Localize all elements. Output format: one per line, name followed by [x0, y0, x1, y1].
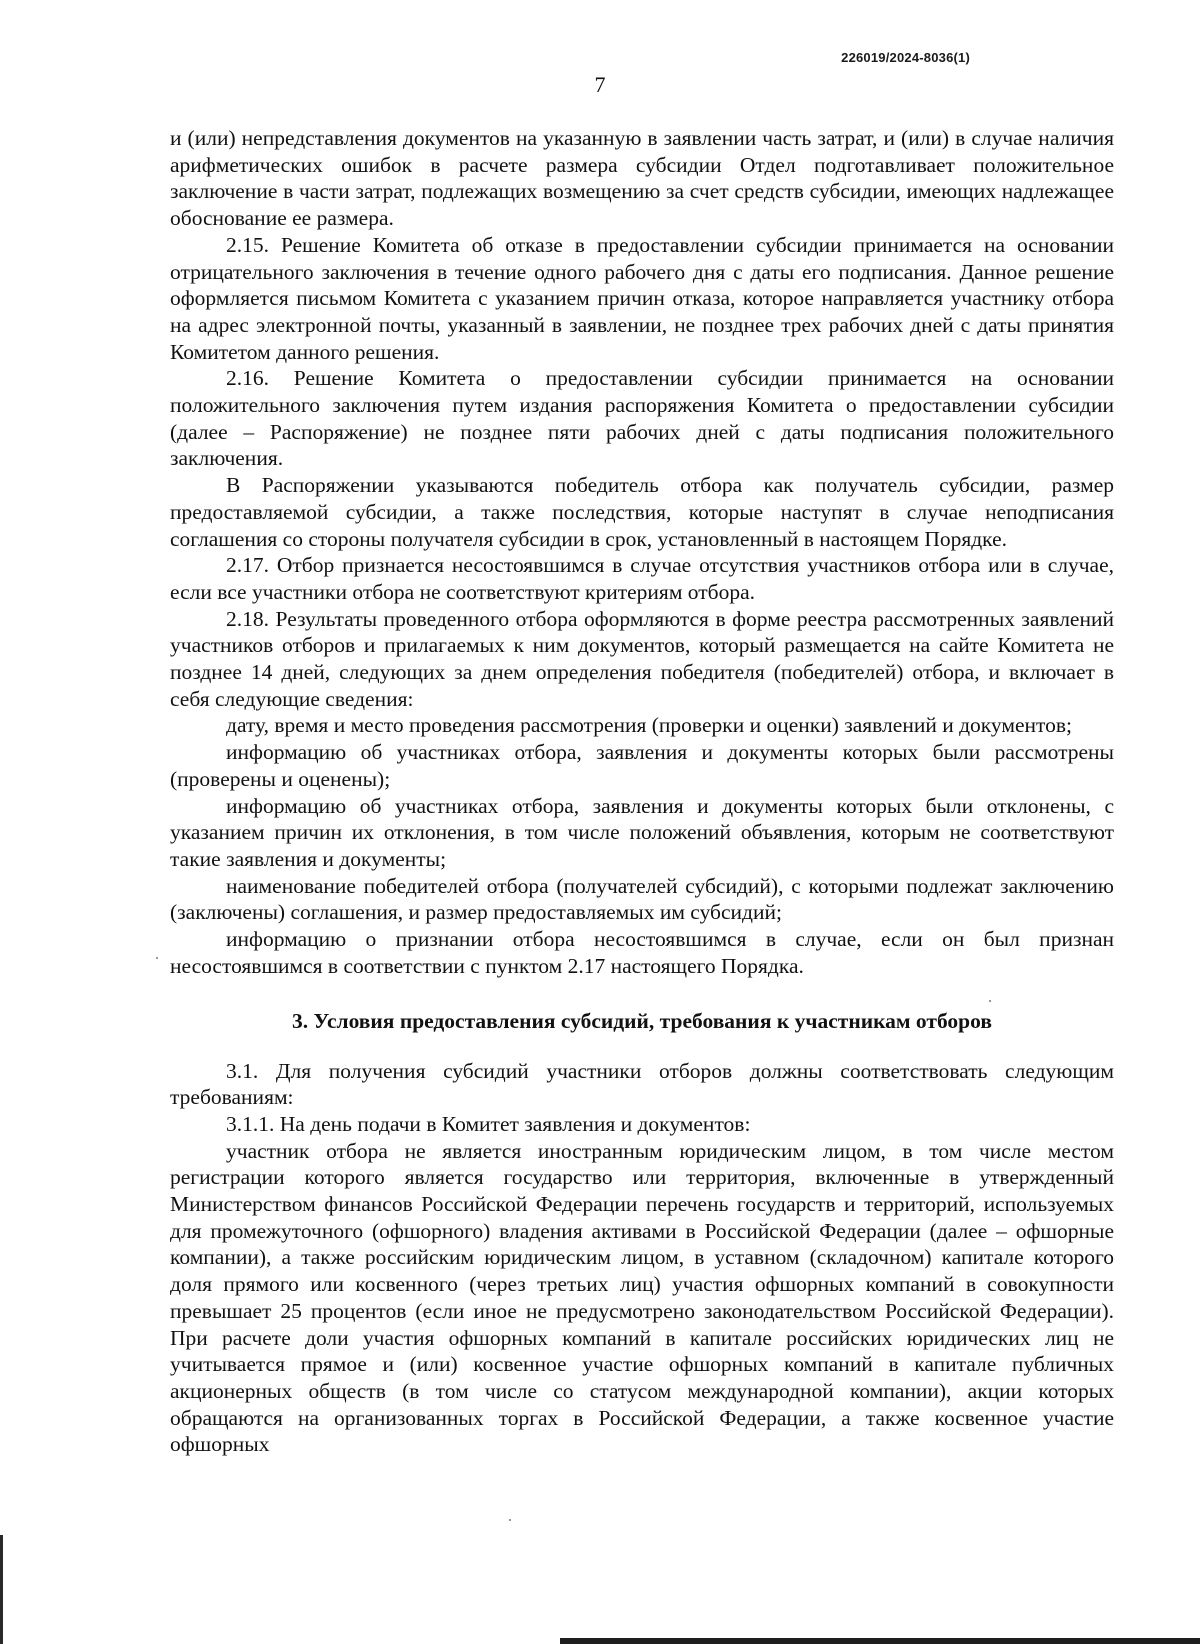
paragraph-2-15: 2.15. Решение Комитета об отказе в предоставлении субсидии принимается на основании отрицательного заключения в течение одного рабочего дня с даты его подписания. Данное решение оформляется письмом Комитета с указанием причин отказа, которое направляется участнику отбора на адрес электронной почты, указанный в заявлении, не позднее трех рабочих дней с даты принятия Комитетом данного решения. [170, 232, 1114, 364]
paragraph-3-1: 3.1. Для получения субсидий участники отборов должны соответствовать следующим требованиям: [170, 1058, 1114, 1110]
document-body [170, 125, 1114, 1458]
paragraph-2-16: 2.16. Решение Комитета о предоставлении субсидии принимается на основании положительного заключения путем издания распоряжения Комитета о предоставлении субсидии (далее – Распоряжение) не позднее пяти рабочих дней с даты подписания положительного заключения. [170, 366, 1114, 471]
scan-speck [509, 1519, 511, 1521]
scan-edge-left [0, 1535, 3, 1644]
paragraph: и (или) непредставления документов на указанную в заявлении часть затрат, и (или) в случае наличия арифметических ошибок в расчете размера субсидии Отдел подготавливает положительное заключение в части затрат, подлежащих возмещению за счет средств субсидии, имеющих надлежащее обоснование ее размера. [170, 126, 1114, 231]
scan-edge-bottom [560, 1638, 1200, 1644]
list-item: информацию о признании отбора несостоявшимся в случае, если он был признан несостоявшимся в соответствии с пунктом 2.17 настоящего Порядка. [170, 927, 1114, 978]
list-item: наименование победителей отбора (получателей субсидий), с которыми подлежат заключению (заключены) соглашения, и размер предоставляемых им субсидий; [170, 873, 1114, 925]
scan-speck [989, 1000, 991, 1002]
paragraph-2-18: 2.18. Результаты проведенного отбора оформляются в форме реестра рассмотренных заявлений участников отборов и прилагаемых к ним документов, который размещается на сайте Комитета не позднее 14 дней, следующих за днем определения победителя (победителей) отбора, и включает в себя следующие сведения: [170, 606, 1114, 711]
paragraph-2-17: 2.17. Отбор признается несостоявшимся в случае отсутствия участников отбора или в случае, если все участники отбора не соответствуют критериям отбора. [170, 553, 1114, 604]
paragraph: В Распоряжении указываются победитель отбора как получатель субсидии, размер предоставляемой субсидии, а также последствия, которые наступят в случае неподписания соглашения со стороны получателя субсидии в срок, установленный в настоящем Порядке. [170, 473, 1114, 551]
page-number: 7 [594, 72, 606, 97]
list-item: информацию об участниках отбора, заявления и документы которых были рассмотрены (проверены и оценены); [170, 740, 1114, 791]
list-item: информацию об участниках отбора, заявления и документы которых были отклонены, с указанием причин их отклонения, в том числе положений объявления, которым не соответствуют такие заявления и документы; [170, 793, 1114, 871]
section-heading: 3. Условия предоставления субсидий, требования к участникам отборов [292, 1008, 992, 1033]
list-item: дату, время и место проведения рассмотрения (проверки и оценки) заявлений и документов; [226, 713, 1073, 738]
scan-speck [156, 957, 158, 959]
paragraph: участник отбора не является иностранным юридическим лицом, в том числе местом регистрации которого является государство или территория, включенные в утвержденный Министерством финансов Российской Федерации перечень государств и территорий, используемых для промежуточного (офшорного) владения активами в Российской Федерации (далее – офшорные компании), а также российским юридическим лицом, в уставном (складочном) капитале которого доля прямого или косвенного (через третьих лиц) участия офшорных компаний в совокупности превышает 25 процентов (если иное не предусмотрено законодательством Российской Федерации). При расчете доли участия офшорных компаний в капитале российских юридических лиц не учитывается прямое и (или) косвенное участие офшорных компаний в капитале публичных акционерных обществ (в том числе со статусом международной компании), акции которых обращаются на организованных торгах в Российской Федерации, а также косвенное участие офшорных [170, 1138, 1114, 1457]
paragraph-3-1-1: 3.1.1. На день подачи в Комитет заявления и документов: [226, 1111, 751, 1136]
document-id: 226019/2024-8036(1) [841, 50, 970, 65]
